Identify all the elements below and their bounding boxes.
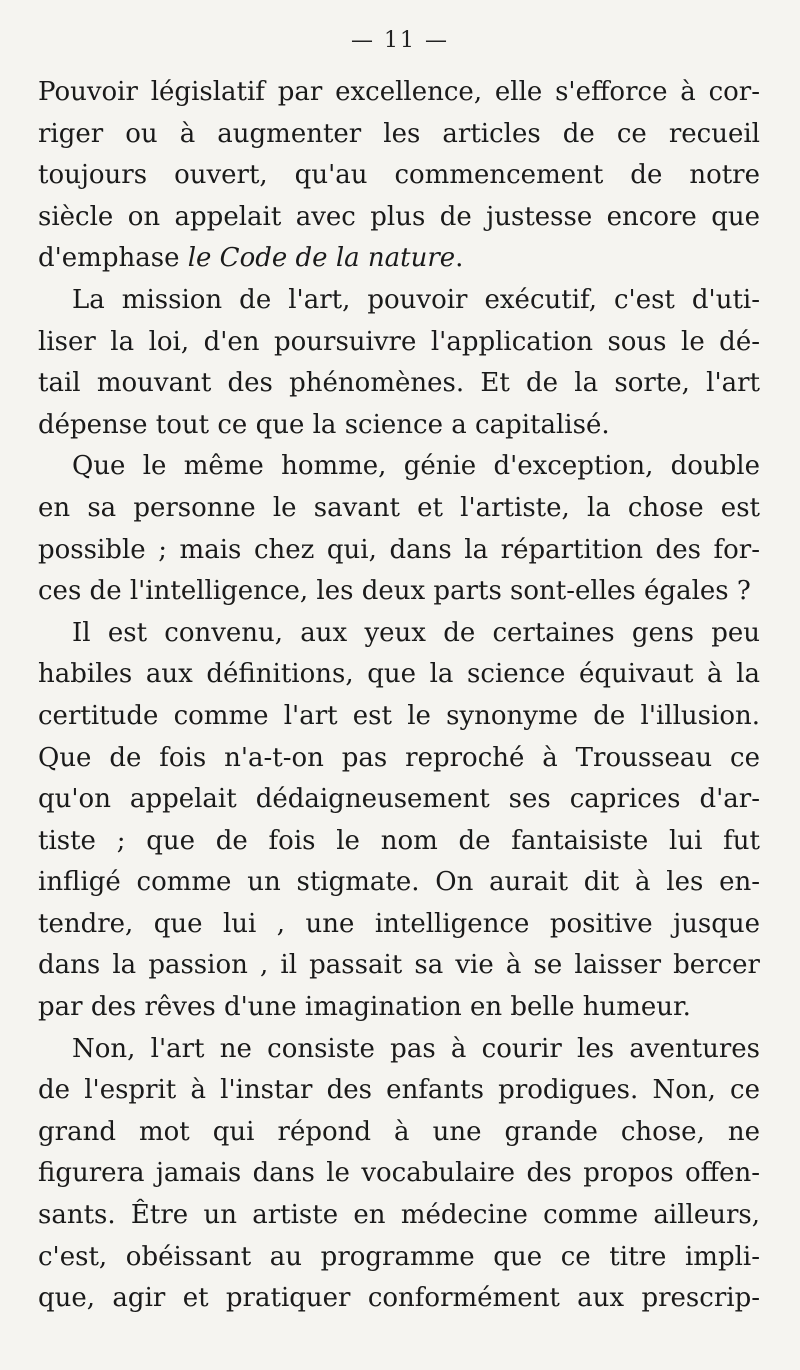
text-line [38, 238, 760, 280]
text-line: par des rêves d'une imagination en belle humeur. [38, 992, 691, 1023]
text-line-segment: d'emphase [38, 243, 188, 274]
text-line: Non, l'art ne consiste pas à courir les aventures [72, 1033, 760, 1064]
text-line: Que le même homme, génie d'exception, double [72, 451, 760, 482]
text-line: certitude comme l'art est le synonyme de l'illusion. [38, 700, 760, 731]
text-line: grand mot qui répond à une grande chose, ne [38, 1116, 760, 1147]
text-line: tendre, que lui , une intelligence positive jusque [38, 908, 760, 939]
text-line: La mission de l'art, pouvoir exécutif, c'est d'uti- [72, 284, 760, 315]
text-line: liser la loi, d'en poursuivre l'application sous le dé- [38, 326, 760, 357]
text-line: Que de fois n'a-t-on pas reproché à Trousseau ce [38, 742, 760, 773]
text-line: c'est, obéissant au programme que ce titre impli- [38, 1241, 760, 1272]
text-line: ces de l'intelligence, les deux parts sont-elles égales ? [38, 576, 751, 607]
text-line: tail mouvant des phénomènes. Et de la sorte, l'art [38, 368, 760, 399]
italic-title: le Code de la nature [187, 243, 456, 274]
text-line: siècle on appelait avec plus de justesse encore que [38, 201, 760, 232]
text-line: possible ; mais chez qui, dans la répartition des for- [38, 534, 760, 565]
text-line: Pouvoir législatif par excellence, elle s'efforce à cor- [38, 77, 760, 107]
text-line: qu'on appelait dédaigneusement ses caprices d'ar- [38, 784, 760, 815]
text-line: dans la passion , il passait sa vie à se laisser bercer [38, 950, 760, 981]
text-line: Il est convenu, aux yeux de certaines gens peu [72, 617, 760, 648]
text-line: toujours ouvert, qu'au commencement de notre [38, 160, 760, 191]
body-text [38, 72, 760, 1320]
text-line: tiste ; que de fois le nom de fantaisiste lui fut [38, 825, 760, 856]
text-line: habiles aux définitions, que la science équivaut à la [38, 659, 760, 690]
text-line: infligé comme un stigmate. On aurait dit à les en- [38, 867, 760, 898]
text-line: riger ou à augmenter les articles de ce recueil [38, 118, 760, 149]
text-line: sants. Être un artiste en médecine comme ailleurs, [38, 1200, 760, 1231]
text-line: que, agir et pratiquer conformément aux prescrip- [38, 1283, 760, 1314]
text-line: dépense tout ce que la science a capitalisé. [38, 409, 610, 440]
text-line: figurera jamais dans le vocabulaire des propos offen- [38, 1158, 760, 1189]
text-line-segment: . [455, 243, 464, 274]
text-line: en sa personne le savant et l'artiste, la chose est [38, 492, 760, 523]
page-number: — 11 — [351, 28, 449, 53]
text-line: de l'esprit à l'instar des enfants prodigues. Non, ce [38, 1075, 760, 1106]
